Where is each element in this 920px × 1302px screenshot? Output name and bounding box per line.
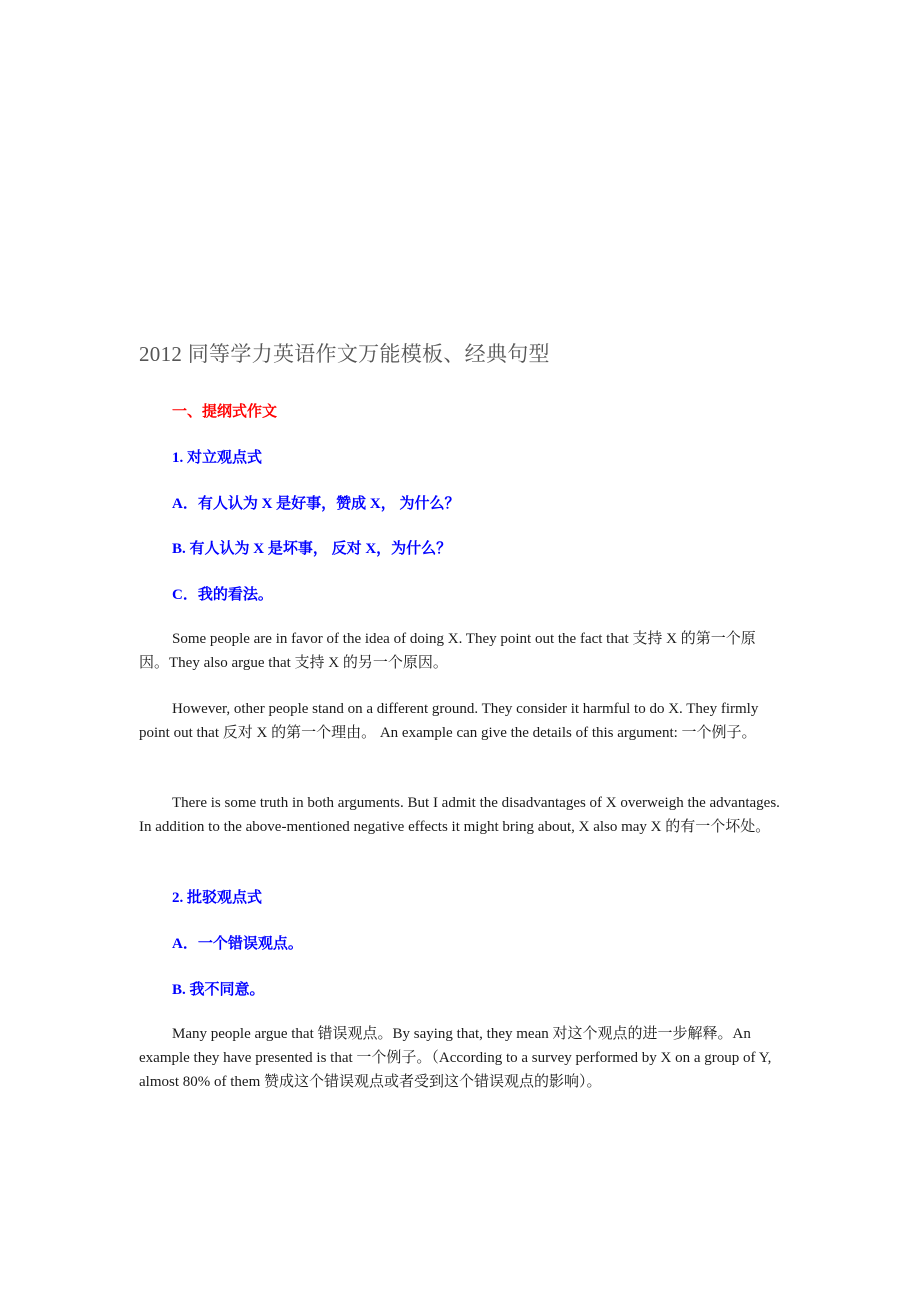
- body-paragraph-oppose: However, other people stand on a different ground. They consider it harmful to do X. They firmly point out that 反对 X 的第一个理由。 An example can give the details of this argument: 一个例子。: [139, 701, 759, 741]
- item-heading-opposing-views: 1. 对立观点式: [172, 450, 263, 466]
- outline-point-c: C．我的看法。: [172, 587, 273, 603]
- body-paragraph-refute: Many people argue that 错误观点。By saying that, they mean 对这个观点的进一步解释。An example they have presented is that 一个例子。（According to a survey performed by X on a group of Y, almost 80% of them 赞成这个错误观点或者受到这个错误观点的影响）。: [139, 1026, 772, 1090]
- refute-point-b: B. 我不同意。: [172, 982, 265, 998]
- body-paragraph-support: Some people are in favor of the idea of doing X. They point out the fact that 支持 X 的第一个原因。They also argue that 支持 X 的另一个原因。: [139, 631, 756, 671]
- outline-point-a: A．有人认为 X 是好事，赞成 X， 为什么？: [172, 496, 460, 512]
- refute-point-a: A．一个错误观点。: [172, 936, 303, 952]
- body-paragraph-conclusion: There is some truth in both arguments. But I admit the disadvantages of X overweigh the advantages. In addition to the above-mentioned negative effects it might bring about, X also may X 的有一个坏处。: [139, 795, 780, 835]
- item-heading-refute-view: 2. 批驳观点式: [172, 890, 263, 906]
- section-heading-outline-essay: 一、提纲式作文: [172, 404, 278, 420]
- document-title: 2012 同等学力英语作文万能模板、经典句型: [139, 342, 550, 366]
- outline-point-b: B. 有人认为 X 是坏事， 反对 X，为什么？: [172, 541, 452, 557]
